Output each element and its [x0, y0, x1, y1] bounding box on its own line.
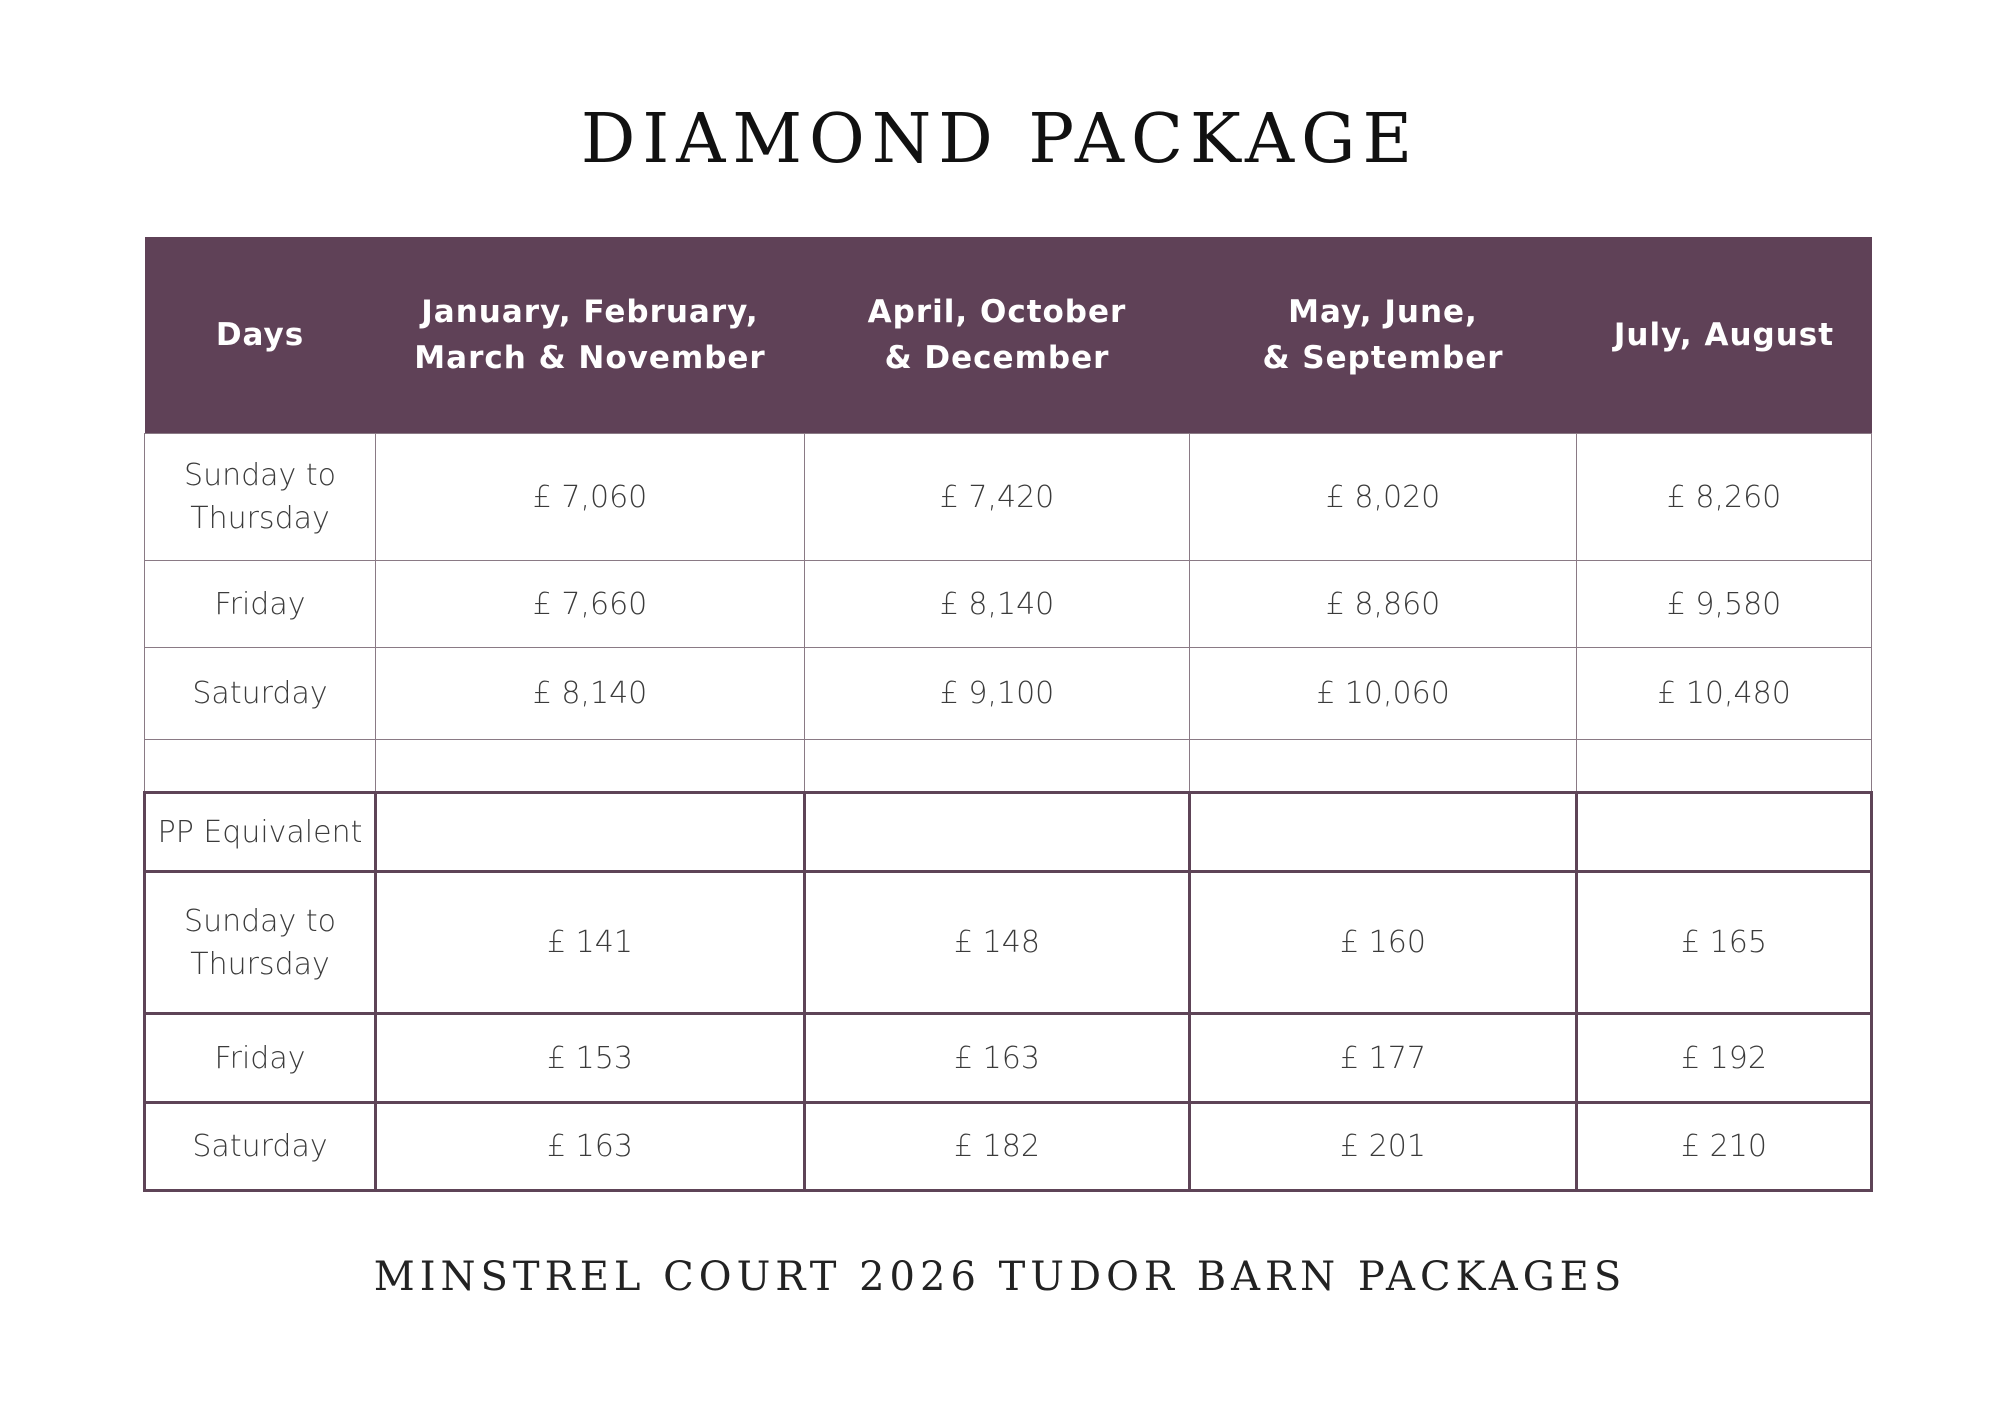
price-cell: £ 10,060: [1190, 648, 1577, 740]
day-cell: Sunday to Thursday: [145, 872, 376, 1014]
empty-cell: [1577, 793, 1872, 872]
day-cell: Friday: [145, 1014, 376, 1103]
price-cell: £ 8,020: [1190, 434, 1577, 561]
empty-cell: [805, 740, 1190, 793]
day-cell: Friday: [145, 561, 376, 648]
price-cell: £ 8,260: [1577, 434, 1872, 561]
price-cell: £ 163: [805, 1014, 1190, 1103]
header-days: Days: [145, 237, 376, 434]
day-cell: Saturday: [145, 648, 376, 740]
header-jan-feb-mar-nov: January, February, March & November: [376, 237, 805, 434]
price-table: [143, 237, 1873, 1192]
page-title: DIAMOND PACKAGE: [580, 100, 1420, 179]
empty-cell: [1190, 740, 1577, 793]
price-cell: £ 10,480: [1577, 648, 1872, 740]
day-cell: Saturday: [145, 1103, 376, 1191]
pp-equivalent-label: PP Equivalent: [145, 793, 376, 872]
price-cell: £ 192: [1577, 1014, 1872, 1103]
table-row-empty: [145, 740, 1872, 793]
empty-cell: [1577, 740, 1872, 793]
header-apr-oct-dec: April, October & December: [805, 237, 1190, 434]
price-cell: £ 210: [1577, 1103, 1872, 1191]
empty-cell: [1190, 793, 1577, 872]
empty-cell: [145, 740, 376, 793]
table-row: [145, 872, 1872, 1014]
table-row: [145, 648, 1872, 740]
header-may-jun-sep: May, June, & September: [1190, 237, 1577, 434]
price-cell: £ 148: [805, 872, 1190, 1014]
empty-cell: [376, 740, 805, 793]
table-row: [145, 1014, 1872, 1103]
price-cell: £ 153: [376, 1014, 805, 1103]
price-cell: £ 7,660: [376, 561, 805, 648]
empty-cell: [805, 793, 1190, 872]
price-cell: £ 163: [376, 1103, 805, 1191]
table-row: [145, 434, 1872, 561]
price-cell: £ 141: [376, 872, 805, 1014]
empty-cell: [376, 793, 805, 872]
price-cell: £ 7,420: [805, 434, 1190, 561]
price-cell: £ 8,860: [1190, 561, 1577, 648]
price-cell: £ 165: [1577, 872, 1872, 1014]
pp-equivalent-row: [145, 793, 1872, 872]
price-cell: £ 160: [1190, 872, 1577, 1014]
price-cell: £ 182: [805, 1103, 1190, 1191]
table-header-row: [145, 237, 1872, 434]
footer-caption: MINSTREL COURT 2026 TUDOR BARN PACKAGES: [373, 1254, 1627, 1300]
table-row: [145, 561, 1872, 648]
price-cell: £ 9,580: [1577, 561, 1872, 648]
price-cell: £ 7,060: [376, 434, 805, 561]
table-row: [145, 1103, 1872, 1191]
header-jul-aug: July, August: [1577, 237, 1872, 434]
day-cell: Sunday to Thursday: [145, 434, 376, 561]
price-cell: £ 8,140: [376, 648, 805, 740]
price-cell: £ 201: [1190, 1103, 1577, 1191]
price-cell: £ 177: [1190, 1014, 1577, 1103]
price-cell: £ 8,140: [805, 561, 1190, 648]
price-cell: £ 9,100: [805, 648, 1190, 740]
